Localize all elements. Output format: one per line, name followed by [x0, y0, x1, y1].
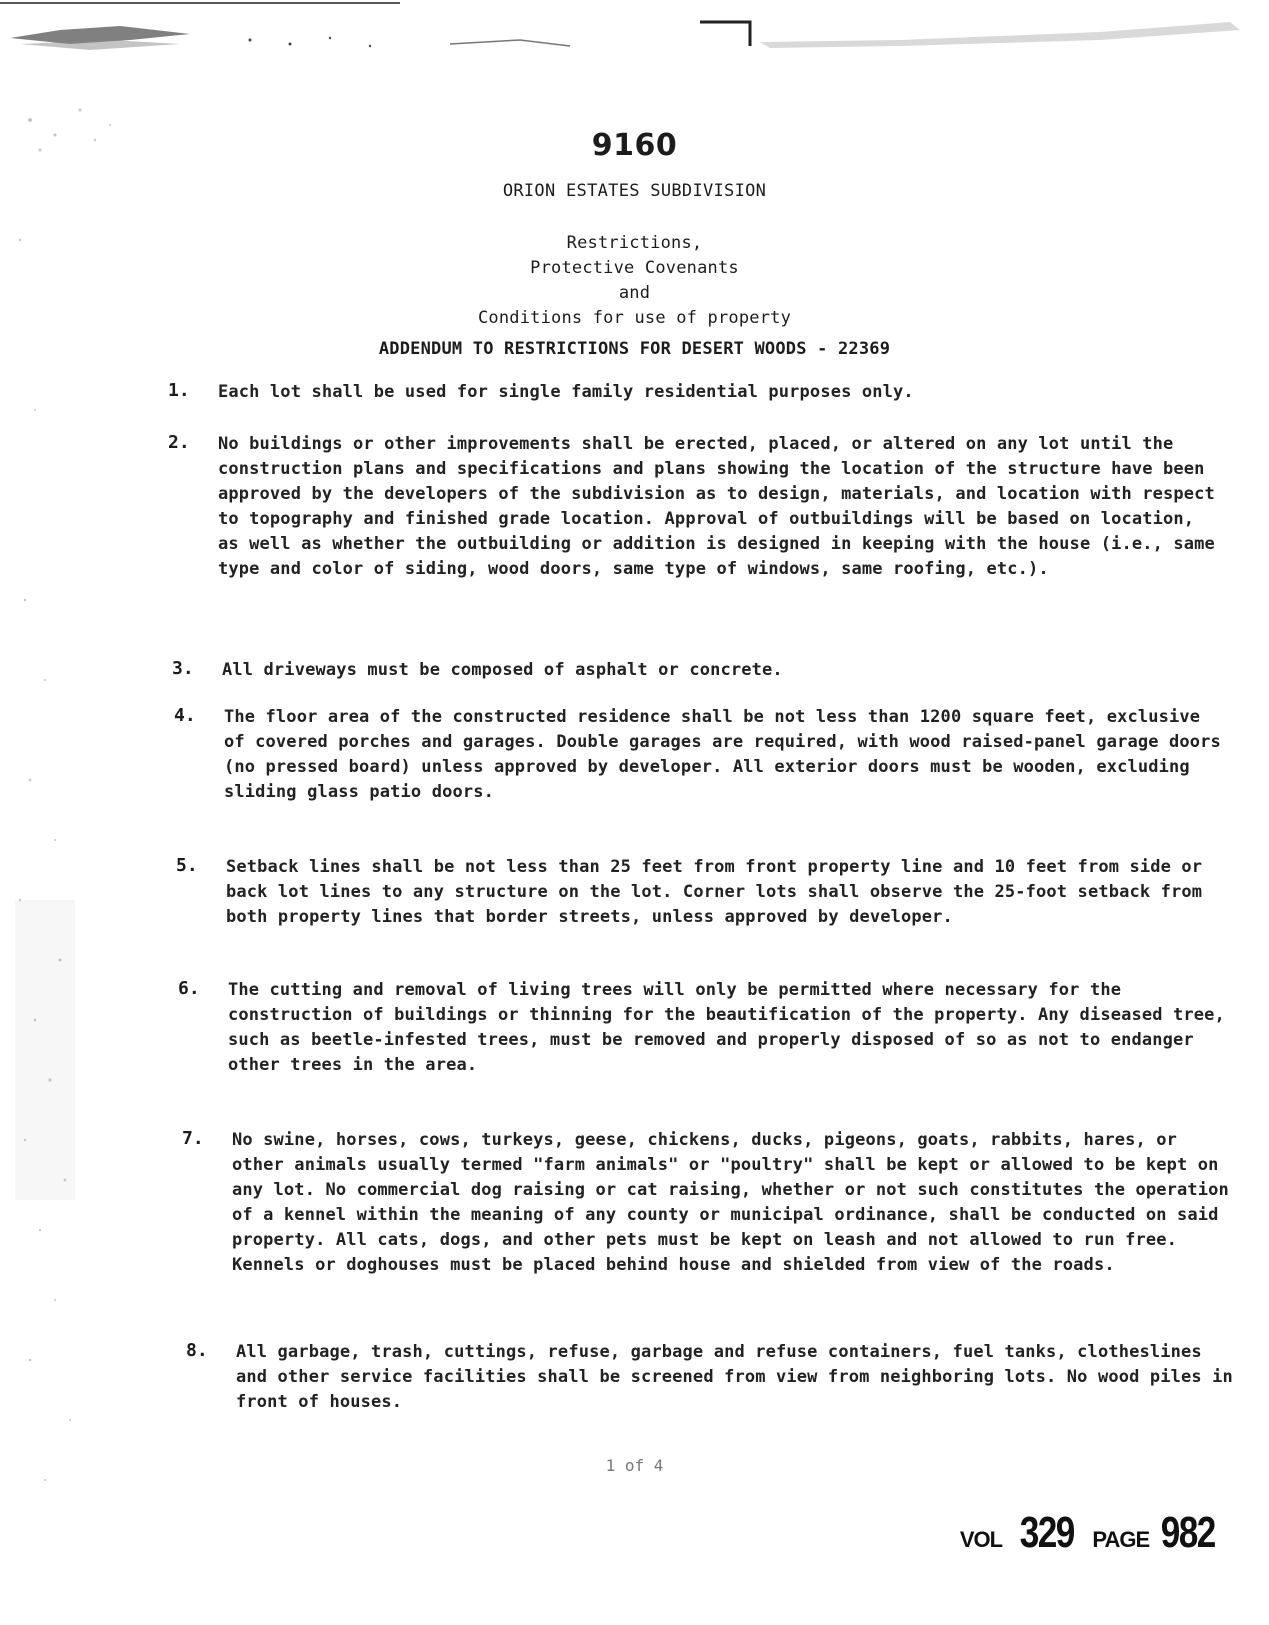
volume-label: VOL — [959, 1527, 1003, 1552]
item-number: 8. — [186, 1340, 208, 1361]
item-number: 7. — [182, 1128, 204, 1149]
item-text: No swine, horses, cows, turkeys, geese, chickens, ducks, pigeons, goats, rabbits, hares, or other animals usually termed "farm animals" or "poultry" shall be kept or allowed to be kept on any lot. No commercial dog raising or cat raising, whether or not such constitutes the operation of a kennel within the meaning of any county or municipal ordinance, shall be conducted on said property. All cats, dogs, and other pets must be kept on leash and not allowed to run free. Kennels or doghouses must be placed behind house and shielded from view of the roads. — [232, 1130, 1229, 1275]
recorded-page-number: 982 — [1160, 1508, 1215, 1557]
item-text: No buildings or other improvements shall be erected, placed, or altered on any lot until the construction plans and specifications and plans showing the location of the structure have been approved by the developers of the subdivision as to design, materials, and location with respect to topography and finished grade location. Approval of outbuildings will be based on location, as well as whether the outbuilding or addition is designed in keeping with the house (i.e., same type and color of siding, wood doors, same type of windows, same roofing, etc.). — [218, 434, 1215, 579]
document-number: 9160 — [591, 128, 678, 163]
item-number: 2. — [168, 432, 190, 453]
addendum-heading: ADDENDUM TO RESTRICTIONS FOR DESERT WOODS - 22369 — [378, 339, 891, 359]
item-number: 3. — [172, 658, 194, 679]
item-text: Each lot shall be used for single family residential purposes only. — [218, 382, 914, 402]
item-number: 5. — [176, 855, 198, 876]
page-indicator: 1 of 4 — [605, 1456, 664, 1475]
item-text: The cutting and removal of living trees will only be permitted where necessary for the construction of buildings or thinning for the beautification of the property. Any diseased tree, such as beetle-infested trees, must be removed and properly disposed of so as not to endanger other trees in the area. — [228, 980, 1225, 1075]
volume-number: 329 — [1019, 1508, 1074, 1557]
subtitle-line-4: Conditions for use of property — [477, 308, 792, 328]
page-label: PAGE — [1092, 1527, 1150, 1552]
item-number: 1. — [168, 380, 190, 401]
item-text: Setback lines shall be not less than 25 feet from front property line and 10 feet from side or back lot lines to any structure on the lot. Corner lots shall observe the 25-foot setback from both property lines that border streets, unless approved by developer. — [226, 857, 1203, 927]
subdivision-title: ORION ESTATES SUBDIVISION — [502, 181, 767, 201]
item-text: The floor area of the constructed residence shall be not less than 1200 square feet, exclusive of covered porches and garages. Double garages are required, with wood raised-panel garage doors (no pressed board) unless approved by developer. All exterior doors must be wooden, excluding sliding glass patio doors. — [224, 707, 1221, 802]
subtitle-line-3: and — [618, 283, 651, 303]
recording-stamp — [960, 1508, 1221, 1558]
item-text: All garbage, trash, cuttings, refuse, garbage and refuse containers, fuel tanks, clotheslines and other service facilities shall be screened from view from neighboring lots. No wood piles in front of houses. — [236, 1342, 1233, 1412]
subtitle-line-1: Restrictions, — [566, 233, 703, 253]
subtitle-line-2: Protective Covenants — [530, 258, 739, 278]
item-number: 6. — [178, 978, 200, 999]
item-number: 4. — [174, 705, 196, 726]
item-text: All driveways must be composed of asphalt or concrete. — [222, 660, 783, 680]
